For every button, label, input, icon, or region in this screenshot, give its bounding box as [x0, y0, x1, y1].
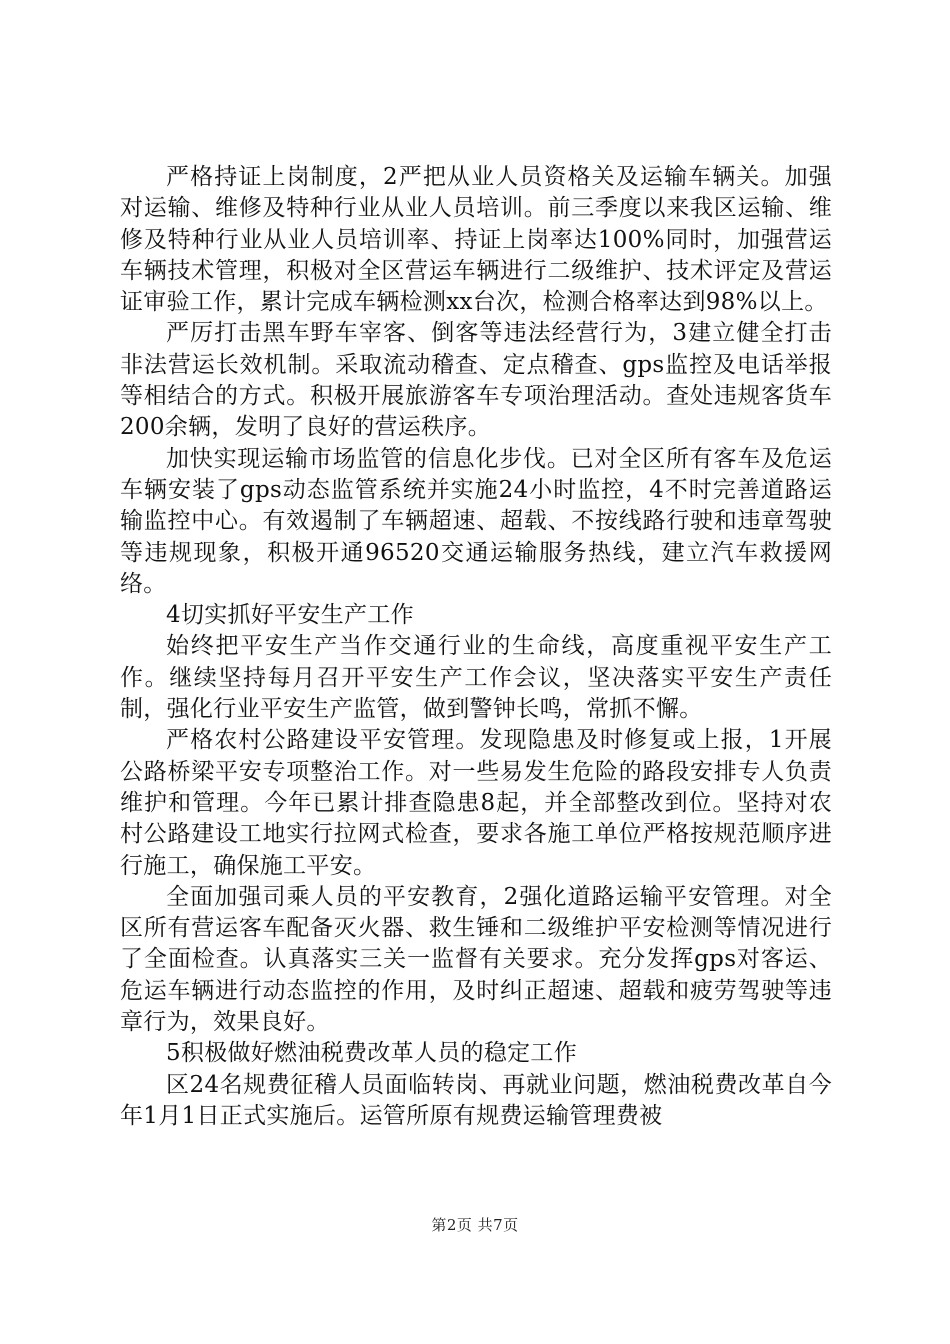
paragraph-fuel-tax-staff: 区24名规费征稽人员面临转岗、再就业问题，燃油税费改革自今年1月1日正式实施后。运管所原有规费运输管理费被 [120, 1071, 832, 1129]
paragraph-rural-road-safety: 严格农村公路建设平安管理。发现隐患及时修复或上报，1开展公路桥梁平安专项整治工作。对一些易发生危险的路段安排专人负责维护和管理。今年已累计排查隐患8起，并全部整改到位。坚持对农村公路建设工地实行拉网式检查，要求各施工单位严格按规范顺序进行施工，确保施工平安。 [120, 727, 832, 879]
section-heading-fuel-tax-reform: 5积极做好燃油税费改革人员的稳定工作 [166, 1040, 578, 1067]
paragraph-road-transport-safety: 全面加强司乘人员的平安教育，2强化道路运输平安管理。对全区所有营运客车配备灭火器、救生锤和二级维护平安检测等情况进行了全面检查。认真落实三关一监督有关要求。充分发挥gps对客运、危运车辆进行动态监控的作用，及时纠正超速、超载和疲劳驾驶等违章行为，效果良好。 [120, 883, 832, 1036]
paragraph-safety-lifeline: 始终把平安生产当作交通行业的生命线，高度重视平安生产工作。继续坚持每月召开平安生产工作会议，坚决落实平安生产责任制，强化行业平安生产监管，做到警钟长鸣，常抓不懈。 [120, 633, 832, 723]
document-body [120, 162, 832, 1132]
section-heading-safety-production: 4切实抓好平安生产工作 [166, 602, 414, 629]
paragraph-driver-certification: 严格持证上岗制度，2严把从业人员资格关及运输车辆关。加强对运输、维修及特种行业从业人员培训。前三季度以来我区运输、维修及特种行业从业人员培训率、持证上岗率达100%同时，加强营运车辆技术管理，积极对全区营运车辆进行二级维护、技术评定及营运证审验工作，累计完成车辆检测xx台次，检测合格率达到98%以上。 [120, 164, 832, 316]
page-number-footer: 第2页 共7页 [431, 1216, 519, 1234]
paragraph-illegal-operation-crackdown: 严厉打击黑车野车宰客、倒客等违法经营行为，3建立健全打击非法营运长效机制。采取流动稽查、定点稽查、gps监控及电话举报等相结合的方式。积极开展旅游客车专项治理活动。查处违规客货车200余辆，发明了良好的营运秩序。 [120, 320, 832, 441]
paragraph-gps-monitoring: 加快实现运输市场监管的信息化步伐。已对全区所有客车及危运车辆安装了gps动态监管系统并实施24小时监控，4不时完善道路运输监控中心。有效遏制了车辆超速、超载、不按线路行驶和违章驾驶等违规现象，积极开通96520交通运输服务热线，建立汽车救援网络。 [120, 445, 832, 597]
